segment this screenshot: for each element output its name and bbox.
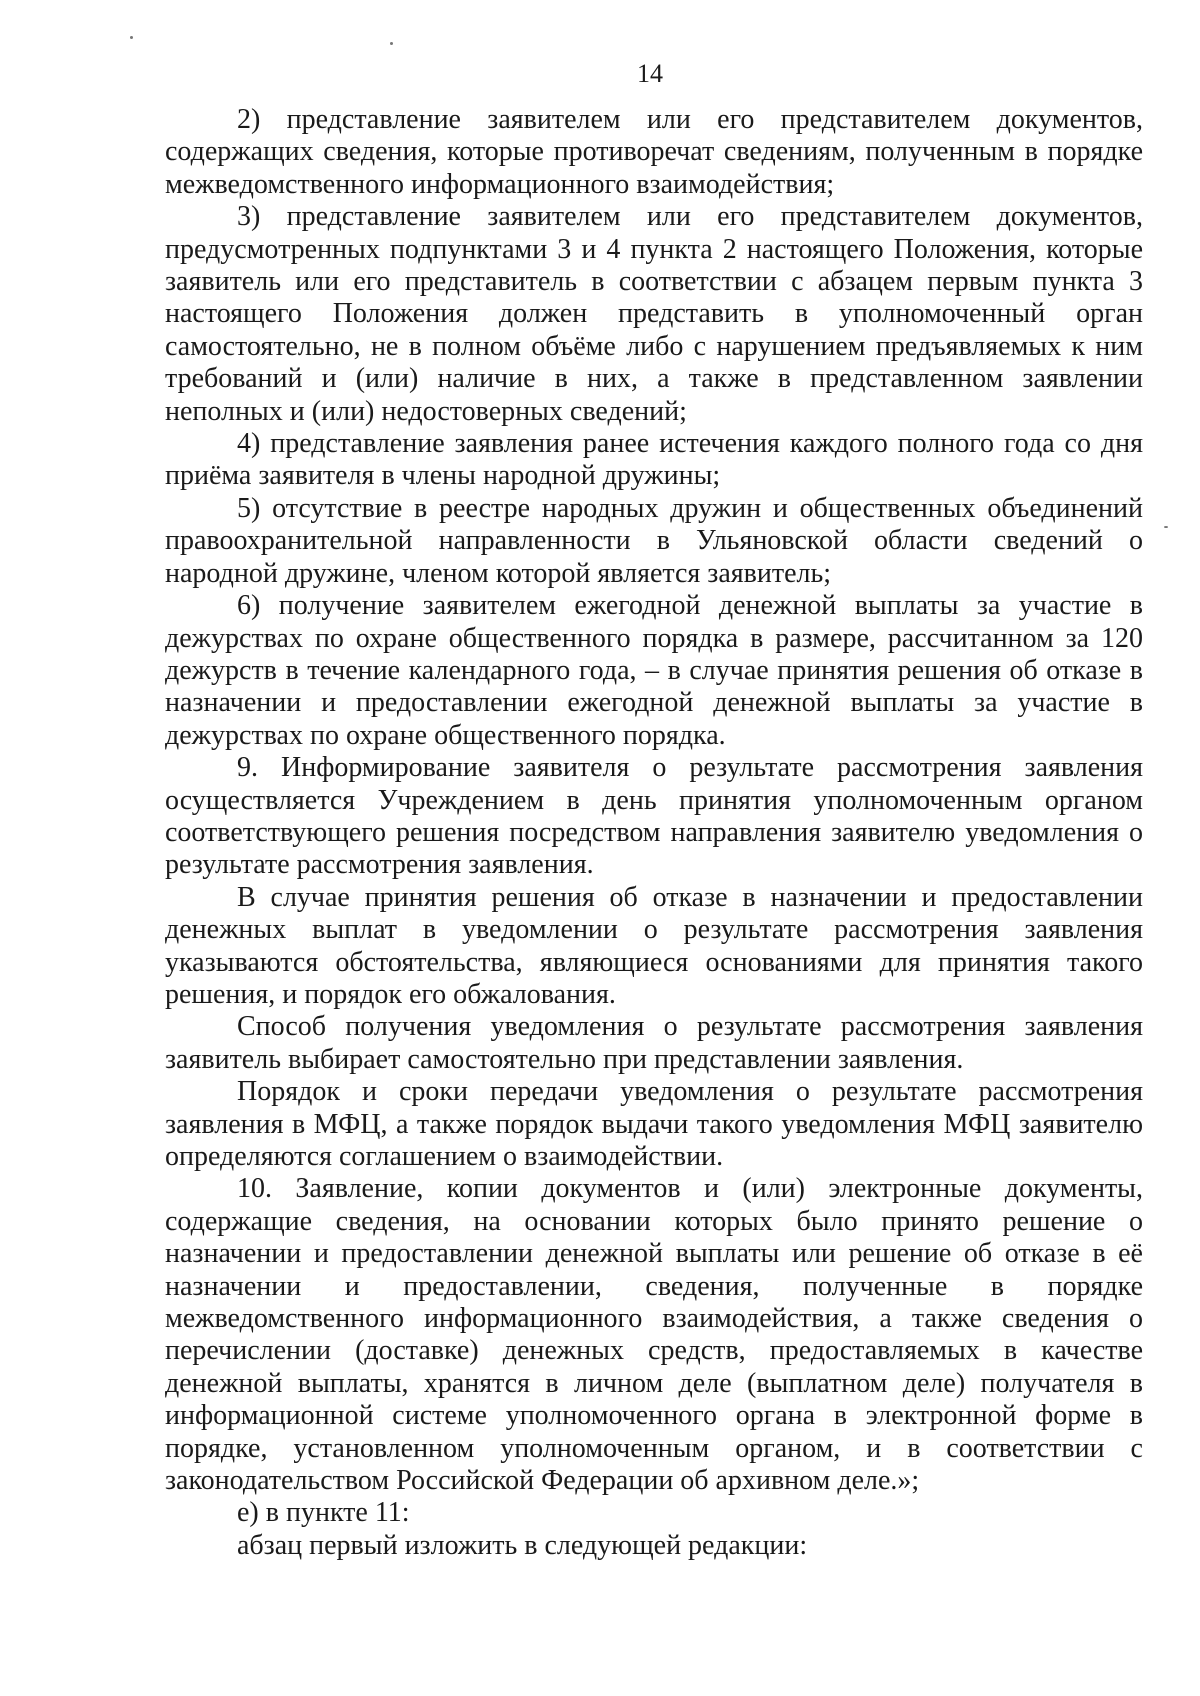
scan-speck: [130, 36, 133, 39]
paragraph-item-5: 5) отсутствие в реестре народных дружин и общественных объединений правоохранительной направленности в Ульяновской области сведений о народной дружине, членом которой является заявитель;: [165, 492, 1143, 589]
scan-speck: [390, 42, 393, 45]
paragraph-notice-method: Способ получения уведомления о результате рассмотрения заявления заявитель выбирает самостоятельно при представлении заявления.: [165, 1011, 1143, 1075]
paragraph-item-4: 4) представление заявления ранее истечения каждого полного года со дня приёма заявителя в члены народной дружины;: [165, 428, 1143, 492]
paragraph-clause-9: 9. Информирование заявителя о результате рассмотрения заявления осуществляется Учреждением в день принятия уполномоченным органом соответствующего решения посредством направления заявителю уведомления о результате рассмотрения заявления.: [165, 752, 1143, 881]
paragraph-subitem-e: е) в пункте 11:: [237, 1497, 410, 1529]
scan-speck: [1164, 526, 1168, 528]
paragraph-first-abzac: абзац первый изложить в следующей редакции:: [237, 1529, 808, 1561]
page-number: 14: [637, 59, 663, 88]
paragraph-clause-10: 10. Заявление, копии документов и (или) электронные документы, содержащие сведения, на основании которых было принято решение о назначении и предоставлении денежной выплаты или решение об отказе в её назначении и предоставлении, сведения, полученные в порядке межведомственного информационного взаимодействия, а также сведения о перечислении (доставке) денежных средств, предоставляемых в качестве денежной выплаты, хранятся в личном деле (выплатном деле) получателя в информационной системе уполномоченного органа в электронной форме в порядке, установленном уполномоченным органом, и в соответствии с законодательством Российской Федерации об архивном деле.»;: [165, 1173, 1143, 1497]
paragraph-item-2: 2) представление заявителем или его представителем документов, содержащих сведения, которые противоречат сведениям, полученным в порядке межведомственного информационного взаимодействия;: [165, 104, 1143, 200]
document-body: [165, 104, 1143, 1562]
paragraph-item-6: 6) получение заявителем ежегодной денежной выплаты за участие в дежурствах по охране общественного порядка в размере, рассчитанном за 120 дежурств в течение календарного года, – в случае принятия решения об отказе в назначении и предоставлении ежегодной денежной выплаты за участие в дежурствах по охране общественного порядка.: [165, 590, 1143, 751]
paragraph-mfc-procedure: Порядок и сроки передачи уведомления о результате рассмотрения заявления в МФЦ, а также порядок выдачи такого уведомления МФЦ заявителю определяются соглашением о взаимодействии.: [165, 1076, 1143, 1172]
paragraph-refusal-notice: В случае принятия решения об отказе в назначении и предоставлении денежных выплат в уведомлении о результате рассмотрения заявления указываются обстоятельства, являющиеся основаниями для принятия такого решения, и порядок его обжалования.: [165, 881, 1143, 1010]
paragraph-item-3: 3) представление заявителем или его представителем документов, предусмотренных подпунктами 3 и 4 пункта 2 настоящего Положения, которые заявитель или его представитель в соответствии с абзацем первым пункта 3 настоящего Положения должен представить в уполномоченный орган самостоятельно, не в полном объёме либо с нарушением предъявляемых к ним требований и (или) наличие в них, а также в представленном заявлении неполных и (или) недостоверных сведений;: [165, 201, 1143, 427]
